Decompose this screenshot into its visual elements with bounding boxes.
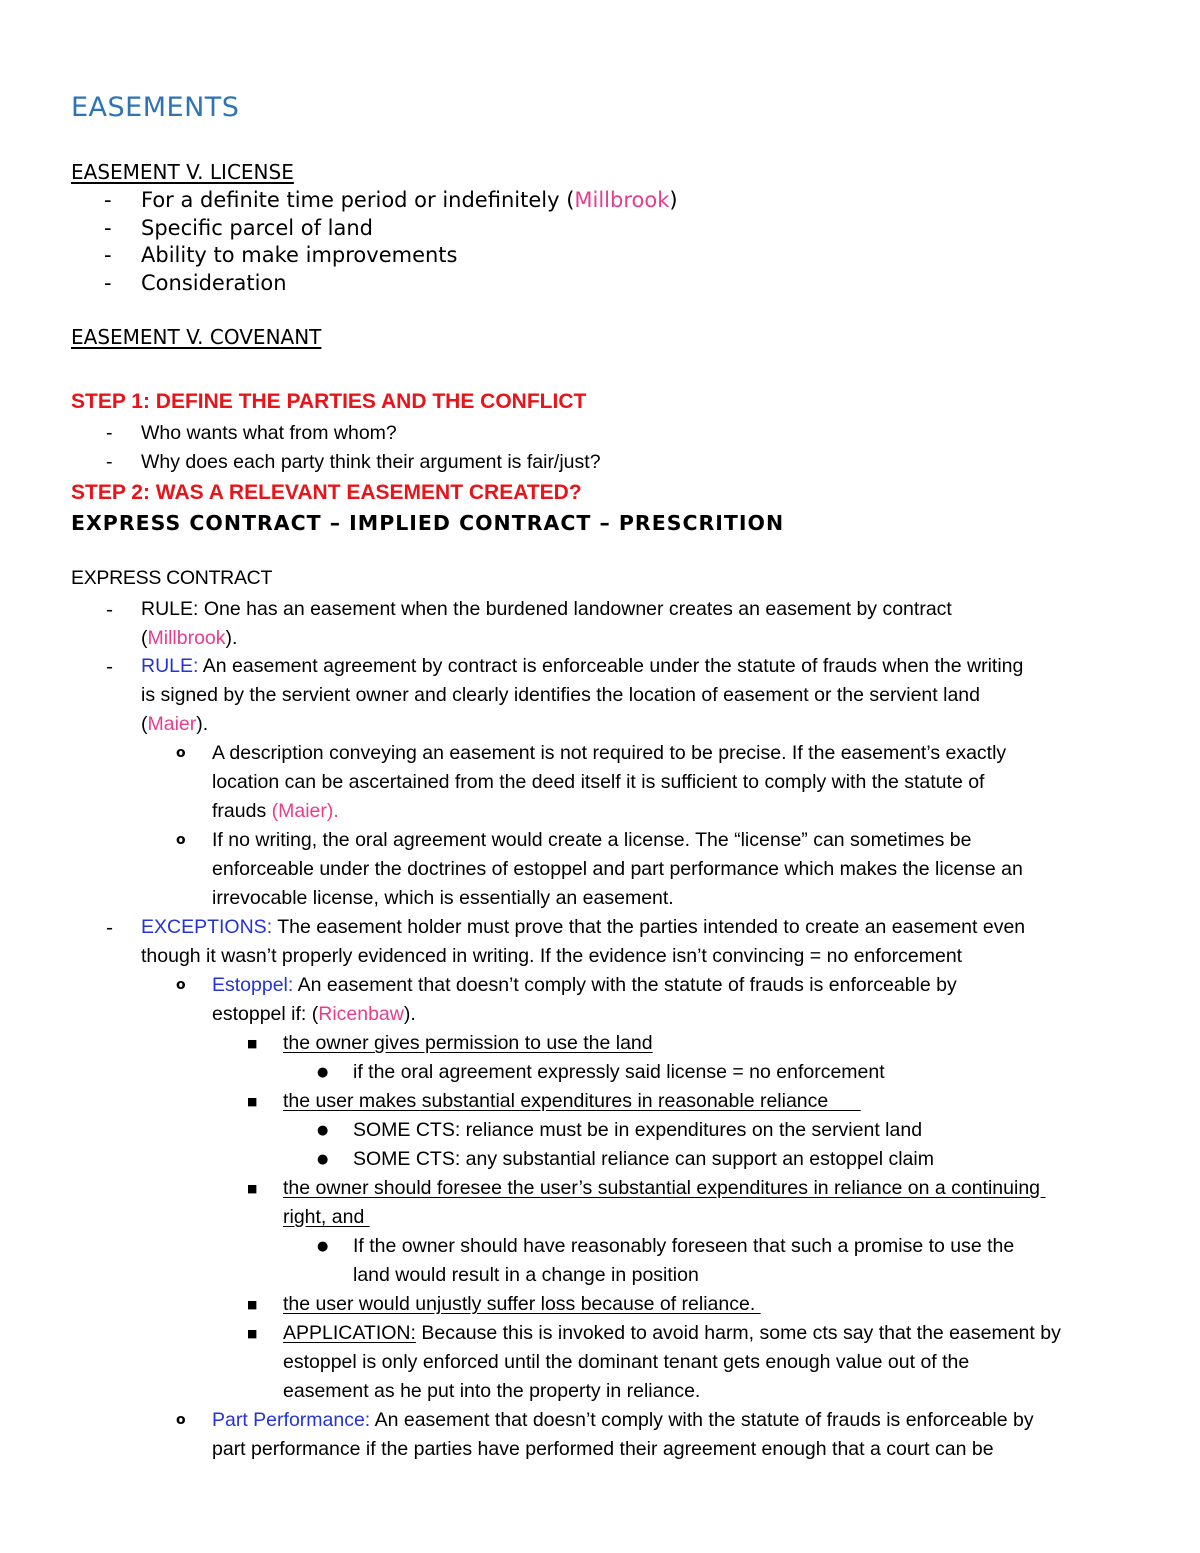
list-item: - Why does each party think their argument is fair/just? [71, 448, 601, 477]
creation-methods: EXPRESS CONTRACT – IMPLIED CONTRACT – PRESCRITION [71, 511, 785, 535]
easement-v-license-heading: EASEMENT V. LICENSE [71, 160, 294, 184]
dot-bullet-icon: ● [317, 1123, 329, 1138]
square-bullet-icon: ■ [247, 1182, 258, 1195]
estoppel-line2: estoppel if: (Ricenbaw). [212, 1003, 416, 1025]
square-bullet-icon: ■ [247, 1327, 258, 1340]
estoppel-element-2-sub1: SOME CTS: reliance must be in expenditures on the servient land [353, 1119, 923, 1141]
estoppel-element-3-sub-line1: If the owner should have reasonably foreseen that such a promise to use the [353, 1235, 1015, 1257]
square-bullet-icon: ■ [247, 1037, 258, 1050]
list-item: - Specific parcel of land [71, 215, 678, 243]
step1-heading: STEP 1: DEFINE THE PARTIES AND THE CONFLICT [71, 390, 587, 413]
circle-bullet-icon: o [176, 977, 186, 993]
circle-bullet-icon: o [176, 745, 186, 761]
case-citation: (Maier). [271, 800, 339, 822]
estoppel-element-3-line2: right, and [283, 1206, 370, 1228]
rule2-sub2-line1: If no writing, the oral agreement would create a license. The “license” can sometimes be [212, 829, 972, 851]
case-citation: Millbrook [147, 627, 226, 649]
rule2-sub1-line1: A description conveying an easement is not required to be precise. If the easement’s exactly [212, 742, 1007, 764]
dash-bullet: - [106, 598, 114, 621]
part-performance-line2: part performance if the parties have performed their agreement enough that a court can be [212, 1438, 994, 1460]
estoppel-line1: Estoppel: An easement that doesn’t comply with the statute of frauds is enforceable by [212, 974, 957, 996]
rule2-line2: is signed by the servient owner and clearly identifies the location of easement or the servient land [141, 684, 980, 706]
dot-bullet-icon: ● [317, 1065, 329, 1080]
part-performance-line1: Part Performance: An easement that doesn’t comply with the statute of frauds is enforceable by [212, 1409, 1034, 1431]
estoppel-element-1-sub: if the oral agreement expressly said license = no enforcement [353, 1061, 885, 1083]
application-line2: estoppel is only enforced until the dominant tenant gets enough value out of the [283, 1351, 970, 1373]
case-citation: Ricenbaw [318, 1003, 404, 1025]
estoppel-element-4: the user would unjustly suffer loss because of reliance. [283, 1293, 761, 1315]
estoppel-element-3-sub-line2: land would result in a change in position [353, 1264, 699, 1286]
dash-bullet: - [106, 655, 114, 678]
application-line1: APPLICATION: Because this is invoked to avoid harm, some cts say that the easement by [283, 1322, 1061, 1344]
rule2-line3: (Maier). [141, 713, 209, 735]
estoppel-element-2: the user makes substantial expenditures in reasonable reliance [283, 1090, 861, 1112]
part-performance-label: Part Performance: [212, 1409, 371, 1431]
document-title: EASEMENTS [71, 92, 240, 123]
list-item: - Ability to make improvements [71, 242, 678, 270]
list-item: - Consideration [71, 270, 678, 298]
easement-v-license-list [71, 187, 678, 297]
estoppel-element-3-line1: the owner should foresee the user’s substantial expenditures in reliance on a continuing [283, 1177, 1046, 1199]
rule2-sub1-line2: location can be ascertained from the deed itself it is sufficient to comply with the statute of [212, 771, 985, 793]
square-bullet-icon: ■ [247, 1298, 258, 1311]
estoppel-element-2-sub2: SOME CTS: any substantial reliance can support an estoppel claim [353, 1148, 934, 1170]
square-bullet-icon: ■ [247, 1095, 258, 1108]
list-item: - Who wants what from whom? [71, 419, 601, 448]
dot-bullet-icon: ● [317, 1239, 329, 1254]
exceptions-line1: EXCEPTIONS: The easement holder must prove that the parties intended to create an easement even [141, 916, 1026, 938]
application-label: APPLICATION: [283, 1322, 416, 1344]
case-citation: Millbrook [574, 188, 670, 212]
application-line3: easement as he put into the property in reliance. [283, 1380, 701, 1402]
exceptions-label: EXCEPTIONS: [141, 916, 273, 938]
circle-bullet-icon: o [176, 1412, 186, 1428]
rule2-sub2-line3: irrevocable license, which is essentially an easement. [212, 887, 674, 909]
rule2-sub1-line3: frauds (Maier). [212, 800, 339, 822]
easement-v-covenant-heading: EASEMENT V. COVENANT [71, 325, 322, 349]
list-item: - For a definite time period or indefinitely (Millbrook) [71, 187, 678, 215]
rule1-line2: (Millbrook). [141, 627, 238, 649]
estoppel-element-1: the owner gives permission to use the land [283, 1032, 653, 1054]
rule2-line1: RULE: An easement agreement by contract is enforceable under the statute of frauds when the writing [141, 655, 1024, 677]
case-citation: Maier [147, 713, 197, 735]
rule-label: RULE: [141, 655, 199, 677]
step1-list [71, 419, 601, 477]
dash-bullet: - [106, 916, 114, 939]
express-contract-heading: EXPRESS CONTRACT [71, 567, 273, 589]
step2-heading: STEP 2: WAS A RELEVANT EASEMENT CREATED? [71, 481, 582, 504]
rule2-sub2-line2: enforceable under the doctrines of estoppel and part performance which makes the license an [212, 858, 1023, 880]
exceptions-line2: though it wasn’t properly evidenced in writing. If the evidence isn’t convincing = no enforcement [141, 945, 963, 967]
dot-bullet-icon: ● [317, 1152, 329, 1167]
estoppel-label: Estoppel: [212, 974, 294, 996]
circle-bullet-icon: o [176, 832, 186, 848]
rule1-line1: RULE: One has an easement when the burdened landowner creates an easement by contract [141, 598, 952, 620]
